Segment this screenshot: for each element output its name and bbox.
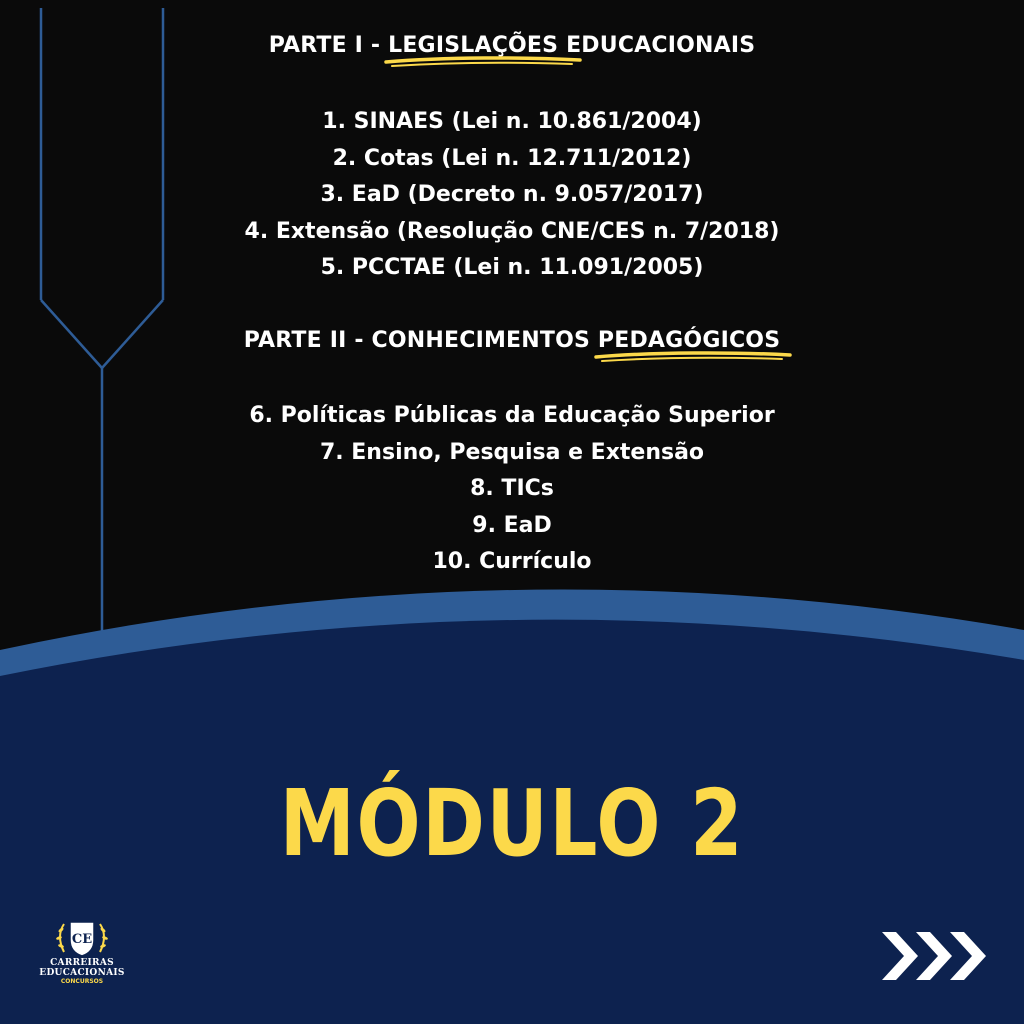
- list-item: 9. EaD: [472, 512, 552, 538]
- part2-list: [0, 398, 1024, 581]
- list-item: 10. Currículo: [432, 549, 592, 574]
- part2-title: [0, 328, 1024, 353]
- module-title: MÓDULO 2: [279, 770, 745, 877]
- list-item: 3. EaD (Decreto n. 9.057/2017): [320, 182, 704, 207]
- list-item: 2. Cotas (Lei n. 12.711/2012): [332, 145, 692, 171]
- list-item: 5. PCCTAE (Lei n. 11.091/2005): [320, 255, 704, 280]
- part1-title-suffix: EDUCACIONAIS: [566, 33, 756, 58]
- logo-line3: CONCURSOS: [60, 978, 104, 985]
- logo-monogram: CE: [71, 932, 93, 947]
- logo-line2: EDUCACIONAIS: [39, 968, 125, 978]
- part2-title-prefix: PARTE II - CONHECIMENTOS: [243, 328, 591, 353]
- part1-title-highlight: LEGISLAÇÕES: [388, 33, 558, 58]
- list-item: 7. Ensino, Pesquisa e Extensão: [319, 439, 705, 465]
- shield-laurel-icon: [52, 918, 112, 958]
- list-item: 1. SINAES (Lei n. 10.861/2004): [322, 109, 702, 134]
- list-item: 4. Extensão (Resolução CNE/CES n. 7/2018): [244, 218, 780, 244]
- yellow-underline-mark: [594, 349, 794, 365]
- brand-logo: [28, 918, 136, 986]
- part1-title-prefix: PARTE I -: [268, 33, 381, 58]
- logo-line1: CARREIRAS: [50, 958, 114, 968]
- part1-list: [0, 104, 1024, 287]
- part2-title-highlight: PEDAGÓGICOS: [598, 328, 780, 353]
- list-item: 8. TICs: [470, 476, 554, 501]
- triple-chevron-right-icon[interactable]: [878, 926, 990, 986]
- part1-title: [0, 33, 1024, 58]
- list-item: 6. Políticas Públicas da Educação Superior: [249, 403, 775, 428]
- yellow-underline-mark: [384, 54, 584, 70]
